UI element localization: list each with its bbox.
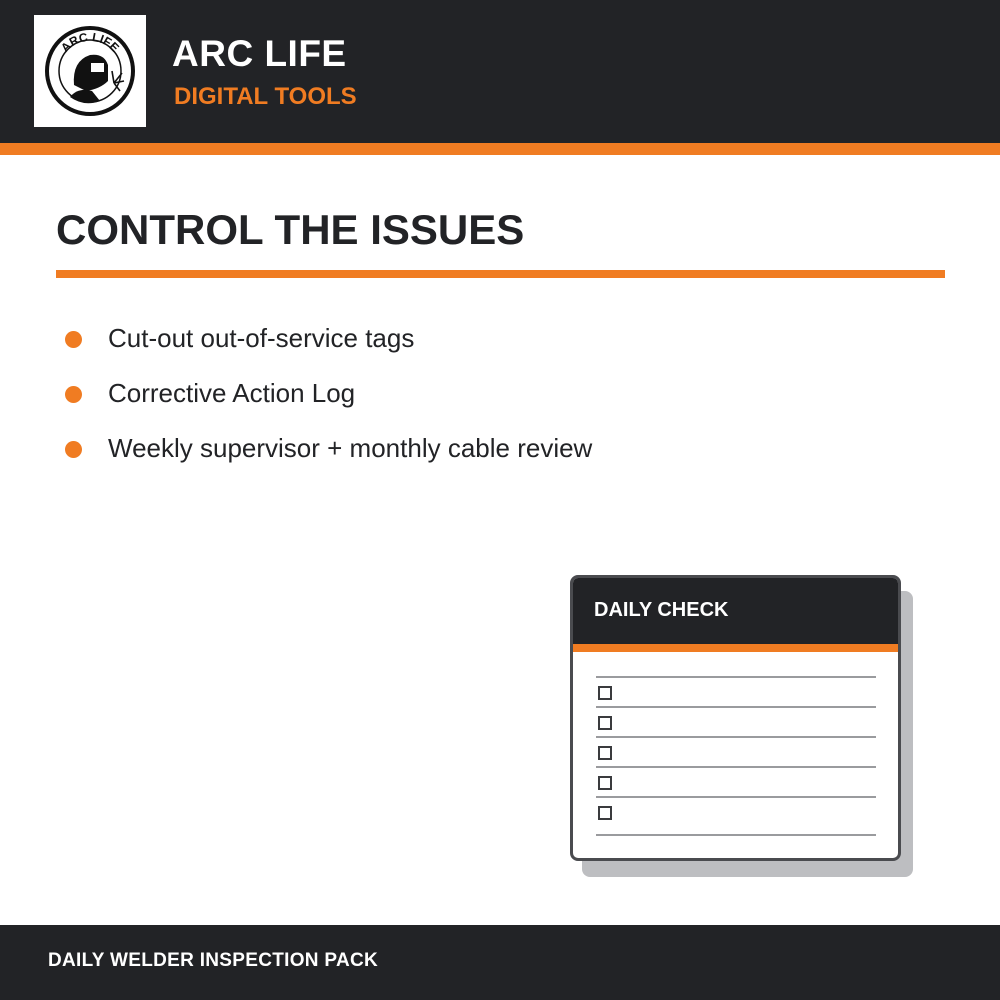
checkbox-icon[interactable] [598, 746, 612, 760]
card-title: DAILY CHECK [594, 599, 729, 621]
list-item [64, 427, 864, 482]
checkbox-icon[interactable] [598, 716, 612, 730]
logo [34, 15, 146, 127]
card-header [573, 578, 898, 644]
checklist-bottom-rule [596, 834, 876, 836]
svg-text:ARC LIFE: ARC LIFE [58, 29, 122, 55]
orange-dot-icon [65, 441, 82, 458]
footer-bar [0, 925, 1000, 1000]
checklist [596, 676, 876, 826]
daily-check-card [570, 575, 901, 861]
welder-helmet-logo-icon [34, 15, 146, 127]
title-underline [56, 270, 945, 278]
checklist-row [596, 706, 876, 736]
list-item-text: Weekly supervisor + monthly cable review [108, 433, 593, 463]
brand-subtitle: DIGITAL TOOLS [174, 83, 357, 110]
checklist-row [596, 766, 876, 796]
bullet-list [64, 317, 864, 482]
header-bar [0, 0, 1000, 143]
checklist-row [596, 736, 876, 766]
brand-name: ARC LIFE [172, 33, 347, 74]
orange-dot-icon [65, 331, 82, 348]
checkbox-icon[interactable] [598, 806, 612, 820]
list-item [64, 372, 864, 427]
checkbox-icon[interactable] [598, 686, 612, 700]
card-header-stripe [573, 644, 898, 652]
checklist-row [596, 796, 876, 826]
orange-dot-icon [65, 386, 82, 403]
list-item [64, 317, 864, 372]
page-title: CONTROL THE ISSUES [56, 206, 525, 253]
checkbox-icon[interactable] [598, 776, 612, 790]
footer-text: DAILY WELDER INSPECTION PACK [48, 950, 379, 971]
checklist-row [596, 676, 876, 706]
header-accent-stripe [0, 143, 1000, 155]
list-item-text: Corrective Action Log [108, 378, 356, 408]
list-item-text: Cut-out out-of-service tags [108, 323, 415, 353]
